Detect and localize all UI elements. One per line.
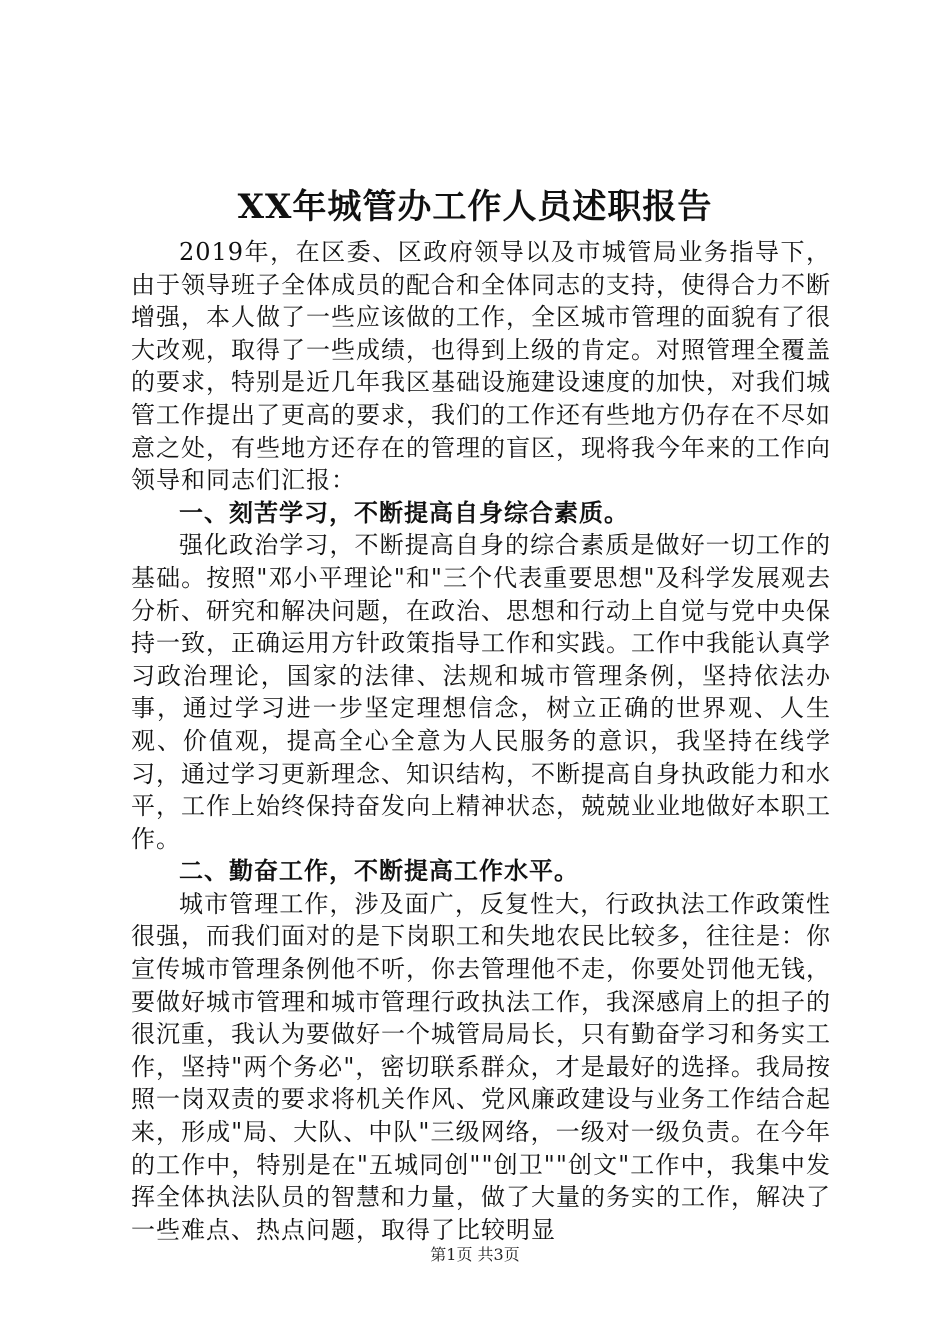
section-heading-2: 二、勤奋工作，不断提高工作水平。 xyxy=(179,856,579,886)
page-footer: 第1页 共3页 xyxy=(430,1245,520,1264)
section-heading-1: 一、刻苦学习，不断提高自身综合素质。 xyxy=(179,497,629,527)
document-title: XX年城管办工作人员述职报告 xyxy=(237,187,713,227)
paragraph-section-2: 城市管理工作，涉及面广，反复性大，行政执法工作政策性很强，而我们面对的是下岗职工和失地农民比较多，往往是：你宣传城市管理条例他不听，你去管理他不走，你要处罚他无钱，要做好城市管理和城市管理行政执法工作，我深感肩上的担子的很沉重，我认为要做好一个城管局局长，只有勤奋学习和务实工作，坚持"两个务必"，密切联系群众，才是最好的选择。我局按照一岗双责的要求将机关作风、党风廉政建设与业务工作结合起来，形成"局、大队、中队"三级网络，一级对一级负责。在今年的工作中，特别是在"五城同创""创卫""创文"工作中，我集中发挥全体执法队员的智慧和力量，做了大量的务实的工作，解决了一些难点、热点问题，取得了比较明显 xyxy=(131,889,831,1244)
document-body xyxy=(131,236,831,1246)
paragraph-intro: 2019年，在区委、区政府领导以及市城管局业务指导下，由于领导班子全体成员的配合和全体同志的支持，使得合力不断增强，本人做了一些应该做的工作，全区城市管理的面貌有了很大改观，取得了一些成绩，也得到上级的肯定。对照管理全覆盖的要求，特别是近几年我区基础设施建设速度的加快，对我们城管工作提出了更高的要求，我们的工作还有些地方仍存在不尽如意之处，有些地方还存在的管理的盲区，现将我今年来的工作向领导和同志们汇报： xyxy=(131,238,831,495)
paragraph-section-1: 强化政治学习，不断提高自身的综合素质是做好一切工作的基础。按照"邓小平理论"和"三个代表重要思想"及科学发展观去分析、研究和解决问题，在政治、思想和行动上自觉与党中央保持一致，正确运用方针政策指导工作和实践。工作中我能认真学习政治理论，国家的法律、法规和城市管理条例，坚持依法办事，通过学习进一步坚定理想信念，树立正确的世界观、人生观、价值观，提高全心全意为人民服务的意识，我坚持在线学习，通过学习更新理念、知识结构，不断提高自身执政能力和水平，工作上始终保持奋发向上精神状态，兢兢业业地做好本职工作。 xyxy=(131,531,831,853)
